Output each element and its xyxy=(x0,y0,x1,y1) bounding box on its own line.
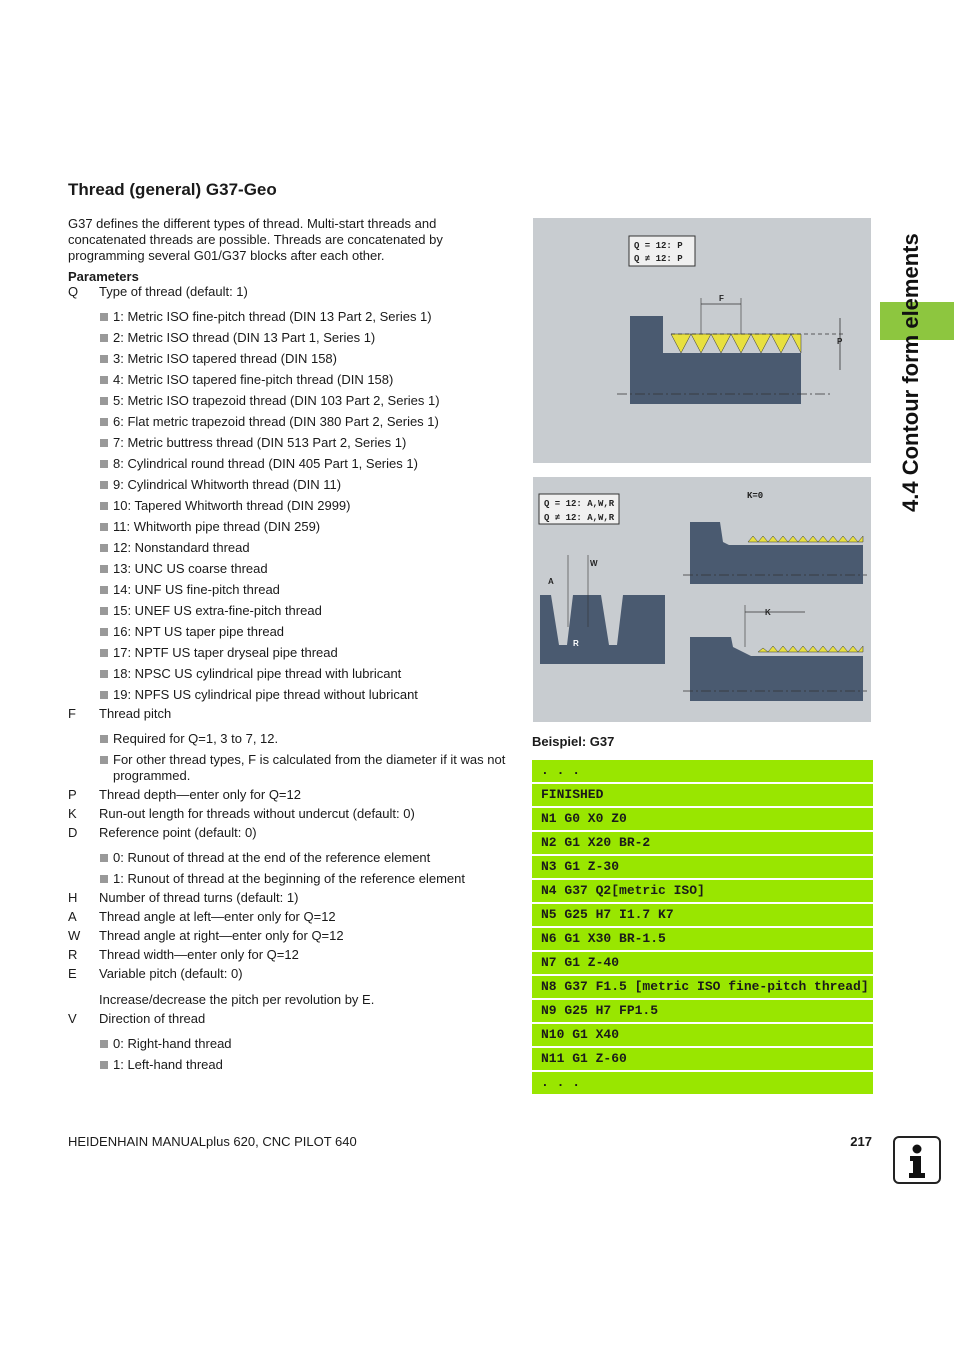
param-desc: Thread width—enter only for Q=12 xyxy=(99,947,299,962)
param-desc: Thread depth—enter only for Q=12 xyxy=(99,787,301,802)
param-desc: Run-out length for threads without undercut (default: 0) xyxy=(99,806,415,821)
param-key: F xyxy=(68,706,76,721)
param-d xyxy=(68,825,518,844)
code-line: N2 G1 X20 BR-2 xyxy=(532,832,873,854)
section-title: 4.4 Contour form elements xyxy=(898,233,923,512)
option-text: 5: Metric ISO trapezoid thread (DIN 103 Part 2, Series 1) xyxy=(113,393,440,408)
code-example xyxy=(532,760,873,1096)
option-text: 3: Metric ISO tapered thread (DIN 158) xyxy=(113,351,337,366)
thread-teeth xyxy=(671,334,801,353)
code-line: N6 G1 X30 BR-1.5 xyxy=(532,928,873,950)
bullet-square xyxy=(100,1040,108,1048)
code-line: . . . xyxy=(532,760,873,782)
bullet-square xyxy=(100,460,108,468)
param-r xyxy=(68,947,518,966)
param-f-options xyxy=(68,725,518,787)
bullet-square xyxy=(100,544,108,552)
bullet-square xyxy=(100,418,108,426)
option-text: 1: Runout of thread at the beginning of the reference element xyxy=(113,871,465,886)
code-line: N11 G1 Z-60 xyxy=(532,1048,873,1070)
legend-line-2: Q ≠ 12: P xyxy=(634,254,683,264)
option-text: 12: Nonstandard thread xyxy=(113,540,250,555)
footer-manual-title: HEIDENHAIN MANUALplus 620, CNC PILOT 640 xyxy=(68,1134,357,1149)
option-text: 9: Cylindrical Whitworth thread (DIN 11) xyxy=(113,477,342,492)
param-e-note: Increase/decrease the pitch per revolution by E. xyxy=(99,992,375,1007)
bullet-square xyxy=(100,586,108,594)
bullet-square xyxy=(100,565,108,573)
option-text: 16: NPT US taper pipe thread xyxy=(113,624,285,639)
bullet-square xyxy=(100,756,108,764)
bullet-square xyxy=(100,355,108,363)
param-k xyxy=(68,806,518,825)
param-desc: Thread angle at right—enter only for Q=12 xyxy=(99,928,344,943)
param-v-options xyxy=(68,1030,518,1078)
param-h xyxy=(68,890,518,909)
option-text: 11: Whitworth pipe thread (DIN 259) xyxy=(113,519,321,534)
parameters-heading: Parameters xyxy=(68,269,139,284)
code-line: N10 G1 X40 xyxy=(532,1024,873,1046)
option-text: 1: Metric ISO fine-pitch thread (DIN 13 Part 2, Series 1) xyxy=(113,309,432,324)
bullet-square xyxy=(100,1061,108,1069)
label-f: F xyxy=(719,294,724,303)
legend-line-1: Q = 12: P xyxy=(634,241,683,251)
legend-line-2: Q ≠ 12: A,W,R xyxy=(544,513,615,523)
workpiece-runout xyxy=(690,637,863,701)
param-d-options xyxy=(68,844,518,890)
option-text: 18: NPSC US cylindrical pipe thread with lubricant xyxy=(113,666,402,681)
thread-angles-figure xyxy=(533,477,871,722)
code-line: FINISHED xyxy=(532,784,873,806)
param-key: P xyxy=(68,787,77,802)
option-text: For other thread types, F is calculated from the diameter if it was not programmed. xyxy=(113,752,506,783)
param-p xyxy=(68,787,518,806)
param-key: A xyxy=(68,909,77,924)
option-text: 1: Left-hand thread xyxy=(113,1057,223,1072)
bullet-square xyxy=(100,502,108,510)
param-desc: Reference point (default: 0) xyxy=(99,825,257,840)
bullet-square xyxy=(100,523,108,531)
thread-profile xyxy=(540,595,665,664)
param-key: W xyxy=(68,928,81,943)
bullet-square xyxy=(100,481,108,489)
param-desc: Number of thread turns (default: 1) xyxy=(99,890,299,905)
param-desc: Type of thread (default: 1) xyxy=(99,284,248,299)
bullet-square xyxy=(100,439,108,447)
param-desc: Thread angle at left—enter only for Q=12 xyxy=(99,909,336,924)
code-line: N7 G1 Z-40 xyxy=(532,952,873,974)
param-key: H xyxy=(68,890,78,905)
code-line: N5 G25 H7 I1.7 K7 xyxy=(532,904,873,926)
bullet-square xyxy=(100,628,108,636)
param-key: D xyxy=(68,825,78,840)
param-desc: Thread pitch xyxy=(99,706,172,721)
bullet-square xyxy=(100,735,108,743)
code-line: N8 G37 F1.5 [metric ISO fine-pitch thread] xyxy=(532,976,873,998)
intro-paragraph: G37 defines the different types of thread. Multi-start threads and concatenated threads are possible. Threads are concatenated by programming several G01/G37 blocks after each other. xyxy=(68,216,443,263)
option-text: 17: NPTF US taper dryseal pipe thread xyxy=(113,645,338,660)
bullet-square xyxy=(100,397,108,405)
bullet-square xyxy=(100,376,108,384)
param-key: E xyxy=(68,966,77,981)
bullet-square xyxy=(100,607,108,615)
param-e xyxy=(68,966,518,985)
bullet-square xyxy=(100,691,108,699)
bullet-square xyxy=(100,875,108,883)
option-text: 10: Tapered Whitworth thread (DIN 2999) xyxy=(113,498,351,513)
label-r: R xyxy=(573,639,579,648)
page-number: 217 xyxy=(850,1134,872,1149)
option-text: 13: UNC US coarse thread xyxy=(113,561,268,576)
thread-teeth xyxy=(748,536,863,542)
parameter-list xyxy=(68,284,518,1078)
option-text: 8: Cylindrical round thread (DIN 405 Part 1, Series 1) xyxy=(113,456,418,471)
param-w xyxy=(68,928,518,947)
option-text: 0: Right-hand thread xyxy=(113,1036,232,1051)
param-key: V xyxy=(68,1011,77,1026)
code-line: N9 G25 H7 FP1.5 xyxy=(532,1000,873,1022)
label-p: P xyxy=(837,337,843,346)
param-f xyxy=(68,706,518,725)
param-q-options xyxy=(68,303,518,708)
thread-teeth xyxy=(758,646,863,652)
label-a: A xyxy=(548,577,554,586)
option-text: 14: UNF US fine-pitch thread xyxy=(113,582,280,597)
code-line: . . . xyxy=(532,1072,873,1094)
option-text: 7: Metric buttress thread (DIN 513 Part 2, Series 1) xyxy=(113,435,407,450)
param-key: K xyxy=(68,806,77,821)
option-text: 0: Runout of thread at the end of the reference element xyxy=(113,850,431,865)
option-text: 2: Metric ISO thread (DIN 13 Part 1, Series 1) xyxy=(113,330,376,345)
param-key: Q xyxy=(68,284,79,299)
label-w: W xyxy=(590,559,598,568)
option-text: 4: Metric ISO tapered fine-pitch thread (DIN 158) xyxy=(113,372,394,387)
code-line: N4 G37 Q2[metric ISO] xyxy=(532,880,873,902)
label-k0: K=0 xyxy=(747,491,764,501)
param-desc: Direction of thread xyxy=(99,1011,206,1026)
param-key: R xyxy=(68,947,78,962)
code-line: N3 G1 Z-30 xyxy=(532,856,873,878)
option-text: 15: UNEF US extra-fine-pitch thread xyxy=(113,603,322,618)
legend-line-1: Q = 12: A,W,R xyxy=(544,499,615,509)
label-k: K xyxy=(765,608,771,617)
workpiece-shape xyxy=(630,316,801,404)
param-desc: Variable pitch (default: 0) xyxy=(99,966,243,981)
param-a xyxy=(68,909,518,928)
example-label: Beispiel: G37 xyxy=(532,734,615,749)
bullet-square xyxy=(100,313,108,321)
bullet-square xyxy=(100,670,108,678)
bullet-square xyxy=(100,334,108,342)
page-title: Thread (general) G37-Geo xyxy=(68,180,277,199)
info-icon xyxy=(893,1136,941,1184)
bullet-square xyxy=(100,649,108,657)
code-line: N1 G0 X0 Z0 xyxy=(532,808,873,830)
option-text: 6: Flat metric trapezoid thread (DIN 380 Part 2, Series 1) xyxy=(113,414,439,429)
thread-depth-figure xyxy=(533,218,871,463)
param-v xyxy=(68,1011,518,1030)
option-text: 19: NPFS US cylindrical pipe thread without lubricant xyxy=(113,687,418,702)
param-q xyxy=(68,284,518,303)
option-text: Required for Q=1, 3 to 7, 12. xyxy=(113,731,279,746)
bullet-square xyxy=(100,854,108,862)
